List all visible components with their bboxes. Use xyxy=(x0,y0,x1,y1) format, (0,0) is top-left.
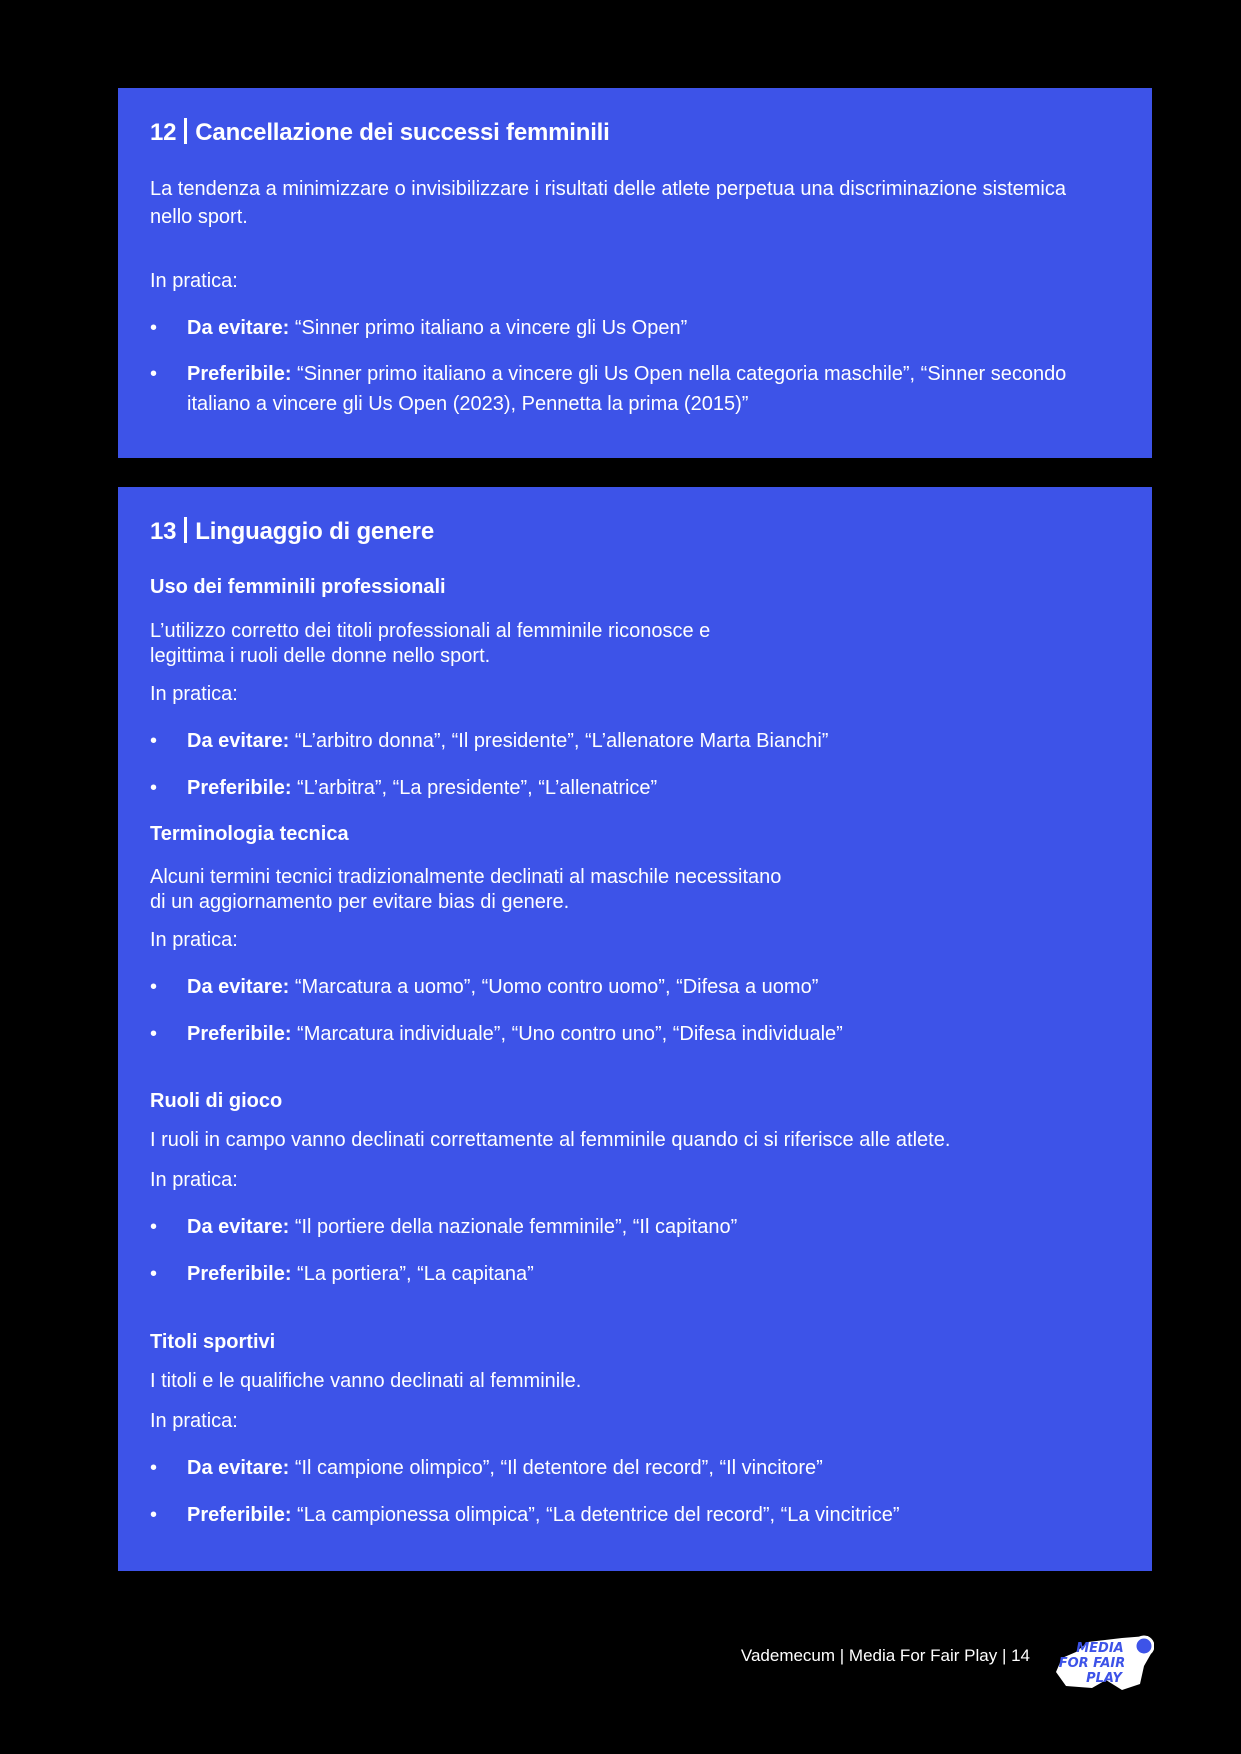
sub3-prefer-item xyxy=(150,1259,1110,1289)
sub3-heading: Ruoli di gioco xyxy=(150,1090,283,1112)
sub2-avoid-item xyxy=(150,972,1110,1002)
logo-word-media: MEDIA xyxy=(1076,1641,1124,1656)
prefer-label: Preferibile: xyxy=(187,1504,292,1526)
sub4-prefer-item xyxy=(150,1500,1110,1530)
section-12-number: 12 xyxy=(150,119,177,146)
sub1-prefer-item xyxy=(150,773,1110,803)
section-12-prefer-item xyxy=(150,359,1110,419)
section-13-number: 13 xyxy=(150,518,177,545)
sub4-heading: Titoli sportivi xyxy=(150,1331,276,1353)
sub4-text: I titoli e le qualifiche vanno declinati al femminile. xyxy=(150,1370,582,1392)
sub3-avoid-item xyxy=(150,1212,1110,1242)
section-13-title xyxy=(150,517,434,546)
avoid-text: “Sinner primo italiano a vincere gli Us Open” xyxy=(289,317,688,339)
sub2-in-pratica: In pratica: xyxy=(150,929,238,951)
sub4-in-pratica: In pratica: xyxy=(150,1410,238,1432)
section-13-card xyxy=(118,487,1152,1571)
prefer-text: “Marcatura individuale”, “Uno contro uno”, “Difesa individuale” xyxy=(291,1023,843,1045)
section-12-title-text: Cancellazione dei successi femminili xyxy=(195,119,610,146)
avoid-label: Da evitare: xyxy=(187,976,290,998)
prefer-text: “La portiera”, “La capitana” xyxy=(291,1263,534,1285)
sub2-heading: Terminologia tecnica xyxy=(150,823,349,845)
prefer-label: Preferibile: xyxy=(187,777,292,799)
prefer-text: “L’arbitra”, “La presidente”, “L’allenatrice” xyxy=(291,777,658,799)
sub4-avoid-item xyxy=(150,1453,1110,1483)
media-for-fair-play-logo xyxy=(1052,1632,1154,1694)
sub2-prefer-item xyxy=(150,1019,1110,1049)
avoid-text: “Il portiere della nazionale femminile”, “Il capitano” xyxy=(289,1216,738,1238)
prefer-label: Preferibile: xyxy=(187,1263,292,1285)
prefer-text: “La campionessa olimpica”, “La detentrice del record”, “La vincitrice” xyxy=(291,1504,900,1526)
logo-word-play: PLAY xyxy=(1086,1671,1122,1686)
section-13-title-text: Linguaggio di genere xyxy=(195,518,434,545)
title-divider xyxy=(184,118,187,144)
sub1-in-pratica: In pratica: xyxy=(150,683,238,705)
avoid-text: “L’arbitro donna”, “Il presidente”, “L’allenatore Marta Bianchi” xyxy=(289,730,829,752)
avoid-label: Da evitare: xyxy=(187,730,290,752)
section-12-avoid-item xyxy=(150,313,1110,343)
sub3-in-pratica: In pratica: xyxy=(150,1169,238,1191)
sub1-text-line1: L’utilizzo corretto dei titoli professionali al femminile riconosce e xyxy=(150,620,711,642)
avoid-label: Da evitare: xyxy=(187,1216,290,1238)
sub1-heading: Uso dei femminili professionali xyxy=(150,576,446,598)
avoid-label: Da evitare: xyxy=(187,1457,290,1479)
section-12-in-pratica: In pratica: xyxy=(150,270,238,292)
sub2-text-line1: Alcuni termini tecnici tradizionalmente declinati al maschile necessitano xyxy=(150,866,782,888)
footer-page-label: Vademecum | Media For Fair Play | 14 xyxy=(740,1646,1030,1665)
title-divider xyxy=(184,517,187,543)
prefer-label: Preferibile: xyxy=(187,363,292,385)
logo-whistle-icon xyxy=(1135,1637,1153,1655)
prefer-label: Preferibile: xyxy=(187,1023,292,1045)
sub1-avoid-item xyxy=(150,726,1110,756)
avoid-text: “Marcatura a uomo”, “Uomo contro uomo”, “Difesa a uomo” xyxy=(289,976,819,998)
avoid-label: Da evitare: xyxy=(187,317,290,339)
sub2-text-line2: di un aggiornamento per evitare bias di genere. xyxy=(150,891,570,913)
prefer-text: “Sinner primo italiano a vincere gli Us Open nella categoria maschile”, “Sinner secondo italiano a vincere gli Us Open (2023), Pennetta la prima (2015)” xyxy=(187,363,1067,415)
avoid-text: “Il campione olimpico”, “Il detentore del record”, “Il vincitore” xyxy=(289,1457,823,1479)
logo-word-forfair: FOR FAIR xyxy=(1058,1656,1126,1671)
section-12-card xyxy=(118,88,1152,458)
sub3-text: I ruoli in campo vanno declinati correttamente al femminile quando ci si riferisce alle atlete. xyxy=(150,1129,951,1151)
section-12-intro: La tendenza a minimizzare o invisibilizzare i risultati delle atlete perpetua una discriminazione sistemica nello sport. xyxy=(150,178,1066,228)
sub1-text-line2: legittima i ruoli delle donne nello sport. xyxy=(150,645,491,667)
section-12-title xyxy=(150,118,610,147)
